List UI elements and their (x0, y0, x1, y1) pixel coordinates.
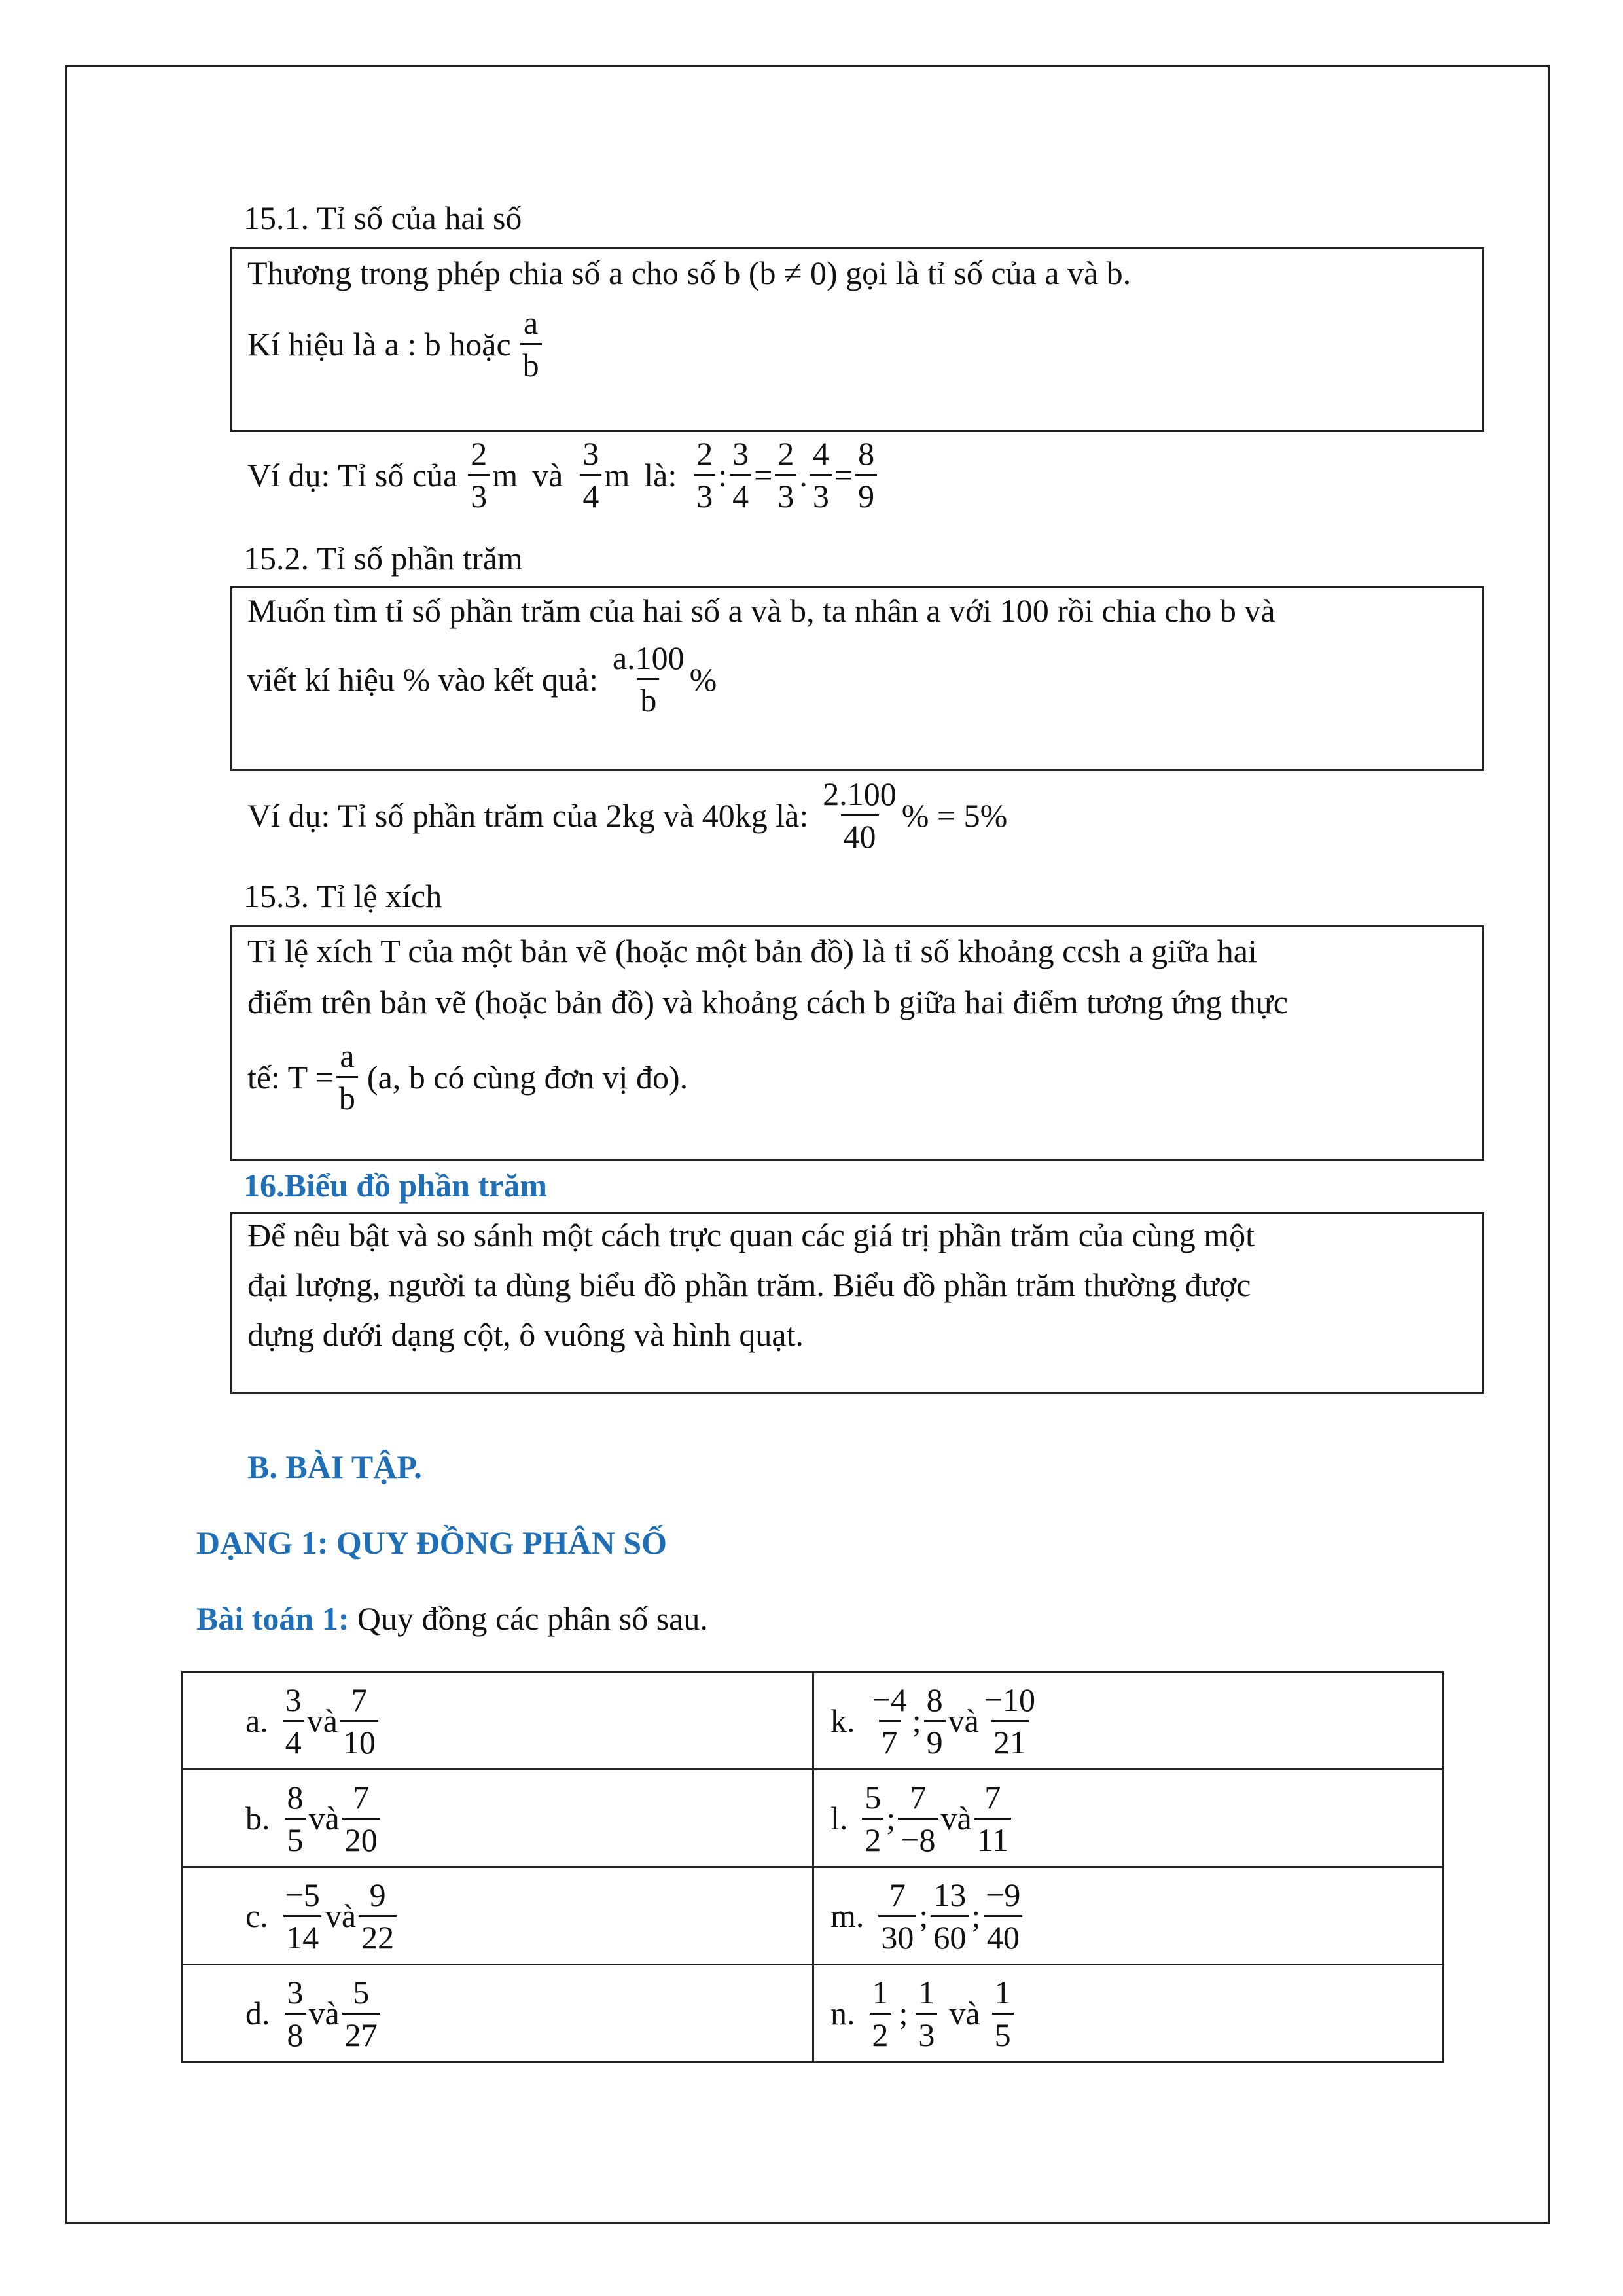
problem-label: Bài toán 1: (196, 1600, 349, 1637)
exercise-cell-l (813, 1770, 1444, 1867)
fraction (730, 437, 751, 512)
separator: và (325, 1897, 357, 1934)
exercise-table (181, 1671, 1444, 2063)
fraction-numerator: 4 (812, 435, 829, 472)
ratio-def-text-2: ) gọi là tỉ số của a và b. (827, 255, 1132, 291)
fraction-numerator: 1 (918, 1973, 935, 2011)
exercise-cell-n (813, 1965, 1444, 2062)
fraction-denominator: 3 (694, 474, 715, 512)
fraction-numerator: 5 (865, 1778, 882, 1816)
fraction-denominator: 22 (359, 1915, 397, 1954)
fraction-denominator: 4 (283, 1720, 304, 1759)
fraction (870, 1683, 910, 1759)
fraction-denominator: 4 (580, 474, 601, 512)
separator: ; (971, 1897, 981, 1934)
fraction-a100-over-b (610, 641, 687, 717)
fraction (285, 1778, 306, 1858)
fraction-denominator: 3 (468, 474, 490, 512)
separator: và (940, 1800, 972, 1837)
fraction (898, 1778, 938, 1858)
fraction-denominator: 40 (841, 814, 879, 853)
fraction-numerator: −4 (872, 1681, 907, 1718)
fraction (878, 1878, 916, 1954)
fraction (285, 1973, 306, 2053)
exercise-cell-b (183, 1770, 813, 1867)
exercise-label: a. (245, 1702, 268, 1739)
fraction-numerator: 3 (582, 435, 599, 472)
fraction (974, 1778, 1011, 1858)
section-b-heading: B. BÀI TẬP. (247, 1448, 422, 1485)
fraction-denominator: 2 (870, 2013, 891, 2051)
fraction (870, 1973, 891, 2053)
exercise-label: d. (245, 1995, 270, 2032)
fraction-denominator: 3 (810, 474, 832, 512)
fraction (916, 1973, 937, 2053)
fraction-numerator: 13 (933, 1876, 967, 1913)
fraction-numerator: 1 (994, 1973, 1011, 2011)
section-15-3-heading: 15.3. Tỉ lệ xích (243, 878, 442, 914)
fraction (580, 437, 601, 512)
fraction-numerator: 3 (287, 1973, 304, 2011)
fraction-numerator: a (524, 304, 539, 341)
fraction-denominator: b (637, 678, 659, 717)
unit: m (492, 456, 518, 493)
section-16-heading: 16.Biểu đồ phần trăm (243, 1167, 547, 1204)
ratio-notation-text: Kí hiệu là a : b hoặc (247, 325, 511, 363)
fraction-numerator: 2 (696, 435, 713, 472)
fraction-a-over-b (336, 1039, 358, 1115)
table-row (183, 1965, 1444, 2062)
scale-definition-line3 (247, 1039, 688, 1115)
fraction-numerator: 9 (369, 1876, 386, 1913)
ratio-def-text-1: Thương trong phép chia số a cho số b ( (247, 255, 760, 291)
fraction-numerator: 8 (926, 1681, 943, 1718)
unit: m (604, 456, 630, 493)
table-row (183, 1770, 1444, 1867)
fraction-denominator: b (520, 343, 542, 382)
problem-text: Quy đồng các phân số sau. (357, 1600, 708, 1637)
ratio-definition (247, 257, 1131, 289)
operator: : (718, 456, 728, 493)
chart-definition-line3: dựng dưới dạng cột, ô vuông và hình quạt. (247, 1316, 804, 1353)
exercise-label: b. (245, 1800, 270, 1837)
exercise-cell-m (813, 1867, 1444, 1965)
separator: ; (912, 1702, 921, 1739)
fraction-numerator: −9 (986, 1876, 1021, 1913)
fraction (820, 778, 899, 853)
separator: và (308, 1800, 340, 1837)
fraction-denominator: 27 (342, 2013, 380, 2051)
fraction-numerator: a.100 (612, 639, 685, 676)
fraction-denominator: 21 (991, 1720, 1029, 1759)
fraction-denominator: 9 (924, 1720, 946, 1759)
fraction-denominator: 10 (340, 1720, 378, 1759)
fraction (855, 437, 877, 512)
separator: ; (919, 1897, 929, 1934)
fraction (931, 1878, 969, 1954)
fraction-denominator: 5 (992, 2013, 1014, 2051)
percent-definition-line2 (247, 641, 717, 717)
exercise-label: c. (245, 1897, 268, 1934)
fraction-numerator: 8 (858, 435, 875, 472)
chart-definition-line2: đại lượng, người ta dùng biểu đồ phần trăm. Biểu đồ phần trăm thường được (247, 1266, 1251, 1303)
separator: và (308, 1995, 340, 2032)
separator: và (306, 1702, 338, 1739)
percent-definition-line1: Muốn tìm tỉ số phần trăm của hai số a và b, ta nhân a với 100 rồi chia cho b và (247, 592, 1275, 629)
fraction-numerator: 3 (285, 1681, 302, 1718)
exercise-cell-d (183, 1965, 813, 2062)
percent-def-text: viết kí hiệu % vào kết quả: (247, 660, 598, 698)
fraction-numerator: −10 (984, 1681, 1036, 1718)
fraction (283, 1878, 323, 1954)
section-15-2-heading: 15.2. Tỉ số phần trăm (243, 540, 523, 577)
fraction-numerator: 7 (353, 1778, 370, 1816)
fraction-denominator: 3 (775, 474, 796, 512)
percent-sign: % (689, 660, 717, 698)
dang-1-heading: DẠNG 1: QUY ĐỒNG PHÂN SỐ (196, 1524, 667, 1561)
separator: ; (899, 1995, 908, 2032)
fraction (924, 1683, 946, 1759)
separator: ; (886, 1800, 896, 1837)
fraction-denominator: 3 (916, 2013, 937, 2051)
fraction-denominator: 20 (342, 1818, 380, 1856)
fraction (342, 1778, 380, 1858)
ratio-condition: b ≠ 0 (759, 255, 827, 291)
fraction-numerator: −5 (285, 1876, 320, 1913)
fraction-numerator: 5 (353, 1973, 370, 2011)
fraction-numerator: 2.100 (823, 776, 897, 812)
fraction-numerator: 7 (889, 1876, 906, 1913)
fraction-denominator: 7 (879, 1720, 901, 1759)
table-row (183, 1867, 1444, 1965)
fraction-denominator: b (336, 1076, 358, 1115)
fraction-numerator: 7 (351, 1681, 368, 1718)
exercise-label: m. (830, 1897, 865, 1934)
exercise-cell-a (183, 1672, 813, 1770)
fraction-a-over-b (520, 306, 542, 382)
fraction (342, 1973, 380, 2053)
section-15-1-heading: 15.1. Tỉ số của hai số (243, 200, 522, 236)
fraction-denominator: −8 (898, 1818, 938, 1856)
exercise-label: n. (830, 1995, 855, 2032)
fraction (810, 437, 832, 512)
separator: và (948, 1702, 979, 1739)
fraction (694, 437, 715, 512)
scale-formula-label: tế: T = (247, 1058, 334, 1096)
operator: = (834, 456, 853, 493)
fraction-numerator: 7 (910, 1778, 927, 1816)
fraction-denominator: 60 (931, 1915, 969, 1954)
fraction-numerator: 7 (984, 1778, 1001, 1816)
problem-1 (196, 1602, 708, 1635)
example-label: Ví dụ: Tỉ số phần trăm của 2kg và 40kg là: (247, 797, 809, 834)
fraction (775, 437, 796, 512)
scale-definition-line1: Tỉ lệ xích T của một bản vẽ (hoặc một bản đồ) là tỉ số khoảng ccsh a giữa hai (247, 933, 1257, 969)
fraction (359, 1878, 397, 1954)
is-label: là: (644, 456, 677, 493)
fraction-numerator: a (340, 1037, 355, 1074)
fraction (983, 1878, 1023, 1954)
conjunction: và (532, 456, 563, 493)
fraction (982, 1683, 1038, 1759)
ratio-example (247, 437, 880, 512)
fraction-denominator: 11 (974, 1818, 1011, 1856)
fraction-denominator: 9 (855, 474, 877, 512)
ratio-notation (247, 306, 544, 382)
example-result: % = 5% (901, 797, 1008, 834)
scale-formula-note: (a, b có cùng đơn vị đo). (366, 1058, 688, 1096)
fraction-numerator: 3 (732, 435, 749, 472)
fraction-denominator: 8 (285, 2013, 306, 2051)
separator: và (949, 1995, 980, 2032)
fraction-denominator: 4 (730, 474, 751, 512)
fraction (468, 437, 490, 512)
operator: = (754, 456, 773, 493)
fraction-denominator: 40 (984, 1915, 1022, 1954)
fraction (340, 1683, 378, 1759)
fraction-denominator: 5 (285, 1818, 306, 1856)
fraction-numerator: 2 (777, 435, 794, 472)
scale-definition-line2: điểm trên bản vẽ (hoặc bản đồ) và khoảng cách b giữa hai điểm tương ứng thực (247, 984, 1288, 1020)
fraction-denominator: 2 (862, 1818, 883, 1856)
operator: . (799, 456, 808, 493)
exercise-cell-c (183, 1867, 813, 1965)
fraction (862, 1778, 883, 1858)
example-label: Ví dụ: Tỉ số của (247, 456, 458, 493)
fraction (283, 1683, 304, 1759)
fraction-numerator: 8 (287, 1778, 304, 1816)
exercise-cell-k (813, 1672, 1444, 1770)
percent-example (247, 778, 1007, 853)
exercise-label: k. (830, 1702, 855, 1739)
table-row (183, 1672, 1444, 1770)
exercise-label: l. (830, 1800, 848, 1837)
fraction-denominator: 14 (283, 1915, 321, 1954)
fraction-numerator: 2 (471, 435, 488, 472)
fraction-numerator: 1 (872, 1973, 889, 2011)
fraction (992, 1973, 1014, 2053)
chart-definition-line1: Để nêu bật và so sánh một cách trực quan các giá trị phần trăm của cùng một (247, 1217, 1255, 1253)
fraction-denominator: 30 (878, 1915, 916, 1954)
